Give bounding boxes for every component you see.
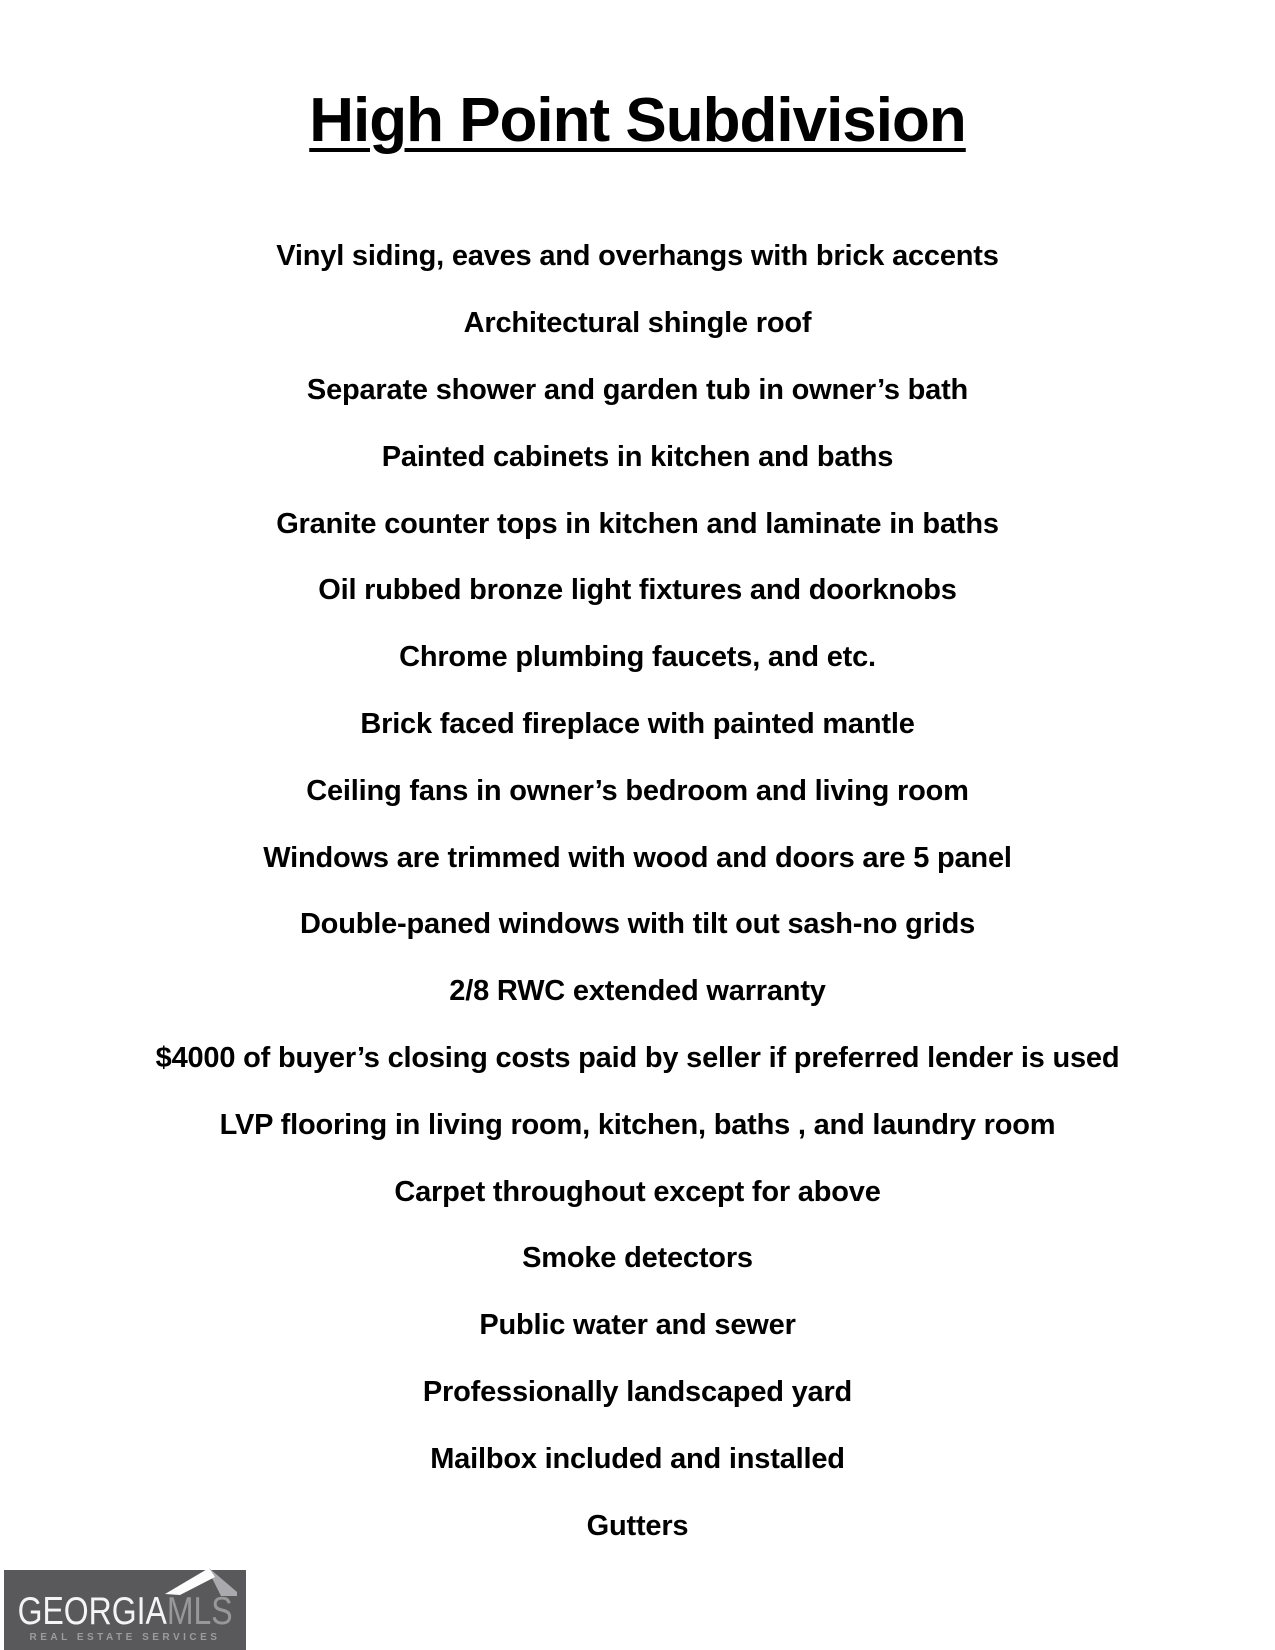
- feature-line: Public water and sewer: [479, 1309, 796, 1342]
- feature-line: 2/8 RWC extended warranty: [449, 975, 826, 1008]
- feature-line: Carpet throughout except for above: [394, 1175, 881, 1208]
- georgia-mls-logo: [4, 1570, 246, 1650]
- brand-tagline: REAL ESTATE SERVICES: [29, 1632, 221, 1643]
- feature-line: Windows are trimmed with wood and doors are 5 panel: [263, 841, 1012, 874]
- feature-line: Brick faced fireplace with painted mantle: [360, 707, 915, 740]
- feature-line: Smoke detectors: [522, 1242, 753, 1275]
- brand-wordmark: [17, 1592, 232, 1631]
- feature-line: $4000 of buyer’s closing costs paid by seller if preferred lender is used: [155, 1041, 1120, 1074]
- feature-line: Oil rubbed bronze light fixtures and doorknobs: [318, 574, 957, 607]
- feature-line: Gutters: [586, 1509, 689, 1542]
- feature-line: Double-paned windows with tilt out sash-no grids: [299, 908, 976, 941]
- feature-line: Professionally landscaped yard: [422, 1375, 853, 1408]
- feature-line: Vinyl siding, eaves and overhangs with brick accents: [276, 240, 999, 273]
- feature-list: [0, 223, 1275, 1559]
- feature-line: Separate shower and garden tub in owner’s bath: [306, 373, 969, 406]
- brand-secondary-text: MLS: [166, 1590, 233, 1633]
- feature-line: Chrome plumbing faucets, and etc.: [399, 641, 876, 674]
- feature-line: LVP flooring in living room, kitchen, baths , and laundry room: [219, 1108, 1056, 1141]
- brand-primary-text: GEORGIA: [17, 1590, 167, 1633]
- page-title: High Point Subdivision: [309, 86, 966, 155]
- feature-line: Granite counter tops in kitchen and laminate in baths: [276, 507, 999, 540]
- feature-line: Mailbox included and installed: [430, 1442, 845, 1475]
- feature-line: Ceiling fans in owner’s bedroom and living room: [306, 774, 969, 807]
- feature-line: Painted cabinets in kitchen and baths: [381, 440, 894, 473]
- feature-line: Architectural shingle roof: [463, 307, 812, 340]
